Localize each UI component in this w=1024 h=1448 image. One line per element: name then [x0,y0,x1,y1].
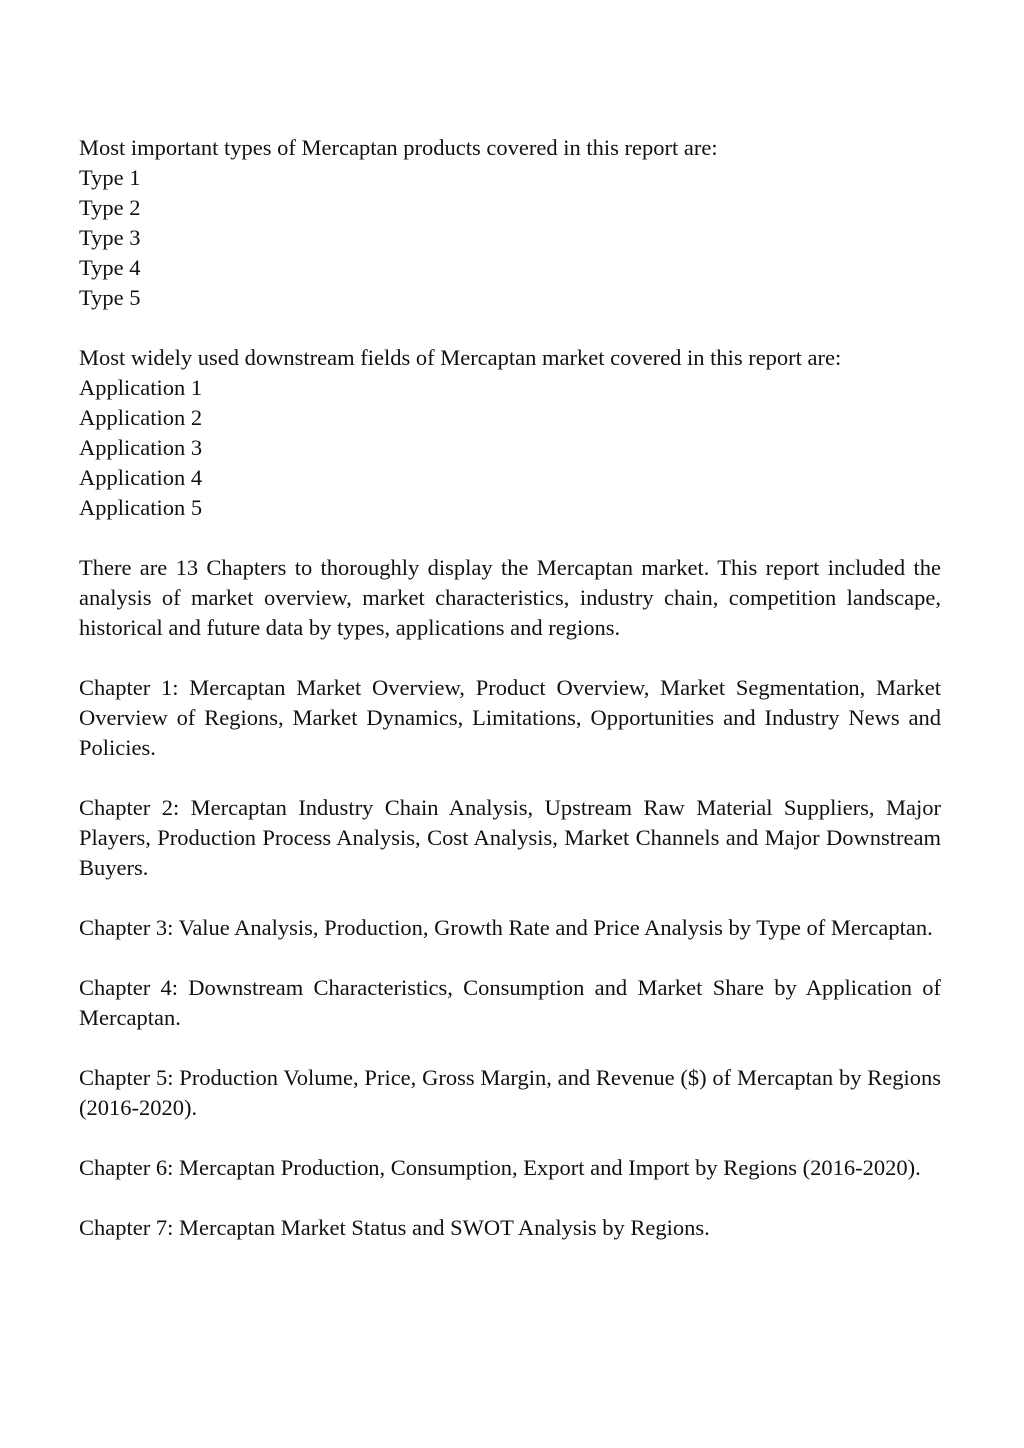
type-item: Type 4 [79,255,141,280]
chapter-5-paragraph: Chapter 5: Production Volume, Price, Gross Margin, and Revenue ($) of Mercaptan by Regions (2016-2020). [79,1065,941,1120]
types-heading: Most important types of Mercaptan products covered in this report are: [79,135,718,160]
chapter-4-paragraph: Chapter 4: Downstream Characteristics, Consumption and Market Share by Application of Mercaptan. [79,975,941,1030]
type-item: Type 1 [79,165,141,190]
chapter-1-paragraph: Chapter 1: Mercaptan Market Overview, Product Overview, Market Segmentation, Market Overview of Regions, Market Dynamics, Limitations, Opportunities and Industry News and Policies. [79,675,941,760]
chapters-intro-paragraph: There are 13 Chapters to thoroughly display the Mercaptan market. This report included the analysis of market overview, market characteristics, industry chain, competition landscape, historical and future data by types, applications and regions. [79,555,941,640]
application-item: Application 1 [79,375,203,400]
application-item: Application 3 [79,435,203,460]
types-section [79,133,941,313]
applications-section [79,343,941,523]
chapter-2-paragraph: Chapter 2: Mercaptan Industry Chain Analysis, Upstream Raw Material Suppliers, Major Players, Production Process Analysis, Cost Analysis, Market Channels and Major Downstream Buyers. [79,795,941,880]
application-item: Application 5 [79,495,203,520]
type-item: Type 3 [79,225,141,250]
type-item: Type 2 [79,195,141,220]
chapter-7-paragraph: Chapter 7: Mercaptan Market Status and SWOT Analysis by Regions. [79,1215,710,1240]
chapter-3-paragraph: Chapter 3: Value Analysis, Production, Growth Rate and Price Analysis by Type of Mercaptan. [79,915,933,940]
chapter-6-paragraph: Chapter 6: Mercaptan Production, Consumption, Export and Import by Regions (2016-2020). [79,1155,921,1180]
document-page [79,133,941,1273]
applications-heading: Most widely used downstream fields of Mercaptan market covered in this report are: [79,345,842,370]
type-item: Type 5 [79,285,141,310]
application-item: Application 4 [79,465,203,490]
application-item: Application 2 [79,405,203,430]
